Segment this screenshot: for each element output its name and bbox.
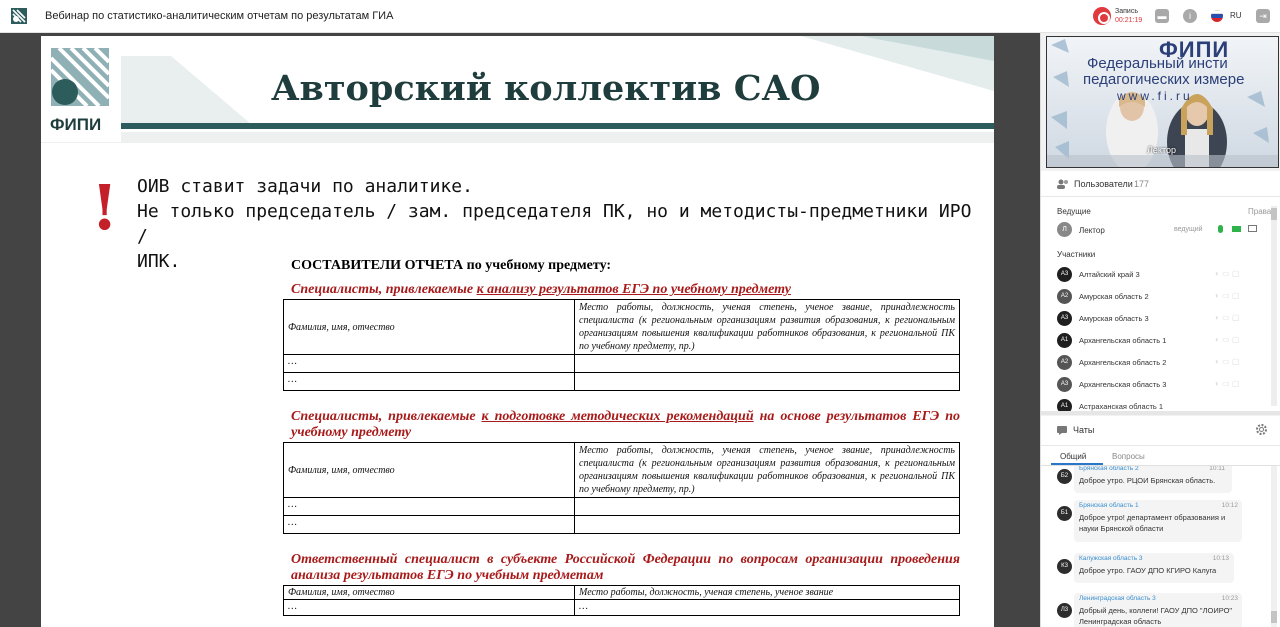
chat-title: Чаты <box>1073 425 1095 435</box>
table-cell: … <box>284 373 575 391</box>
avatar: К3 <box>1057 559 1072 574</box>
section1-heading <box>291 282 960 298</box>
participant-name: Амурская область 3 <box>1079 314 1149 323</box>
video-banner-url: www.fi.ru <box>1117 89 1193 103</box>
camera-icon[interactable] <box>1232 226 1241 232</box>
col-work-header: Место работы, должность, ученая степень, ученое звание, принадлежность специалиста (к региональным организациям развития образования, к региональным организациям повышения квалификации работников образования, к региональной ПК по учебному предмету, пр.) <box>575 443 960 498</box>
message-time: 10:11 <box>1209 466 1225 472</box>
avatar: А2 <box>1057 355 1072 370</box>
table-cell: … <box>575 600 960 616</box>
participant-name: Архангельская область 1 <box>1079 336 1167 345</box>
app-logo-icon <box>11 8 27 24</box>
users-scrollbar[interactable] <box>1271 206 1277 406</box>
moderator-role: ведущий <box>1174 226 1203 233</box>
participant-controls-icon: ◐ ▭ ▢ <box>1215 291 1240 300</box>
chat-messages <box>1041 466 1271 627</box>
message-time: 10:23 <box>1221 595 1238 602</box>
table-cell: … <box>284 516 575 534</box>
settings-gear-icon[interactable] <box>1255 423 1268 436</box>
chat-panel <box>1041 416 1280 627</box>
document-excerpt <box>283 258 960 616</box>
top-bar <box>0 0 1280 33</box>
presentation-area <box>0 33 1040 627</box>
participant-row[interactable] <box>1057 333 1272 355</box>
table-header-row <box>284 443 960 498</box>
users-title: Пользователи <box>1074 179 1133 189</box>
chat-scrollbar[interactable] <box>1271 466 1277 627</box>
exclamation-mark: ! <box>91 171 119 244</box>
body-line: Не только председатель / зам. председателя ПК, но и методисты-предметники ИРО / <box>137 201 972 247</box>
table-cell <box>575 355 960 373</box>
participant-controls-icon: ◐ ▭ ▢ <box>1215 269 1240 278</box>
tab-questions[interactable]: Вопросы <box>1112 452 1145 461</box>
table-row <box>284 355 960 373</box>
section2-underlined: к подготовке методических рекомендаций <box>481 409 754 424</box>
screen-share-icon[interactable] <box>1248 225 1257 232</box>
body-line: ОИВ ставит задачи по аналитике. <box>137 176 473 197</box>
right-panel <box>1040 33 1280 627</box>
section3-table <box>283 585 960 616</box>
table-row <box>284 498 960 516</box>
col-work-header: Место работы, должность, ученая степень, ученое звание <box>575 586 960 600</box>
message-author: Брянская область 1 <box>1079 502 1139 509</box>
avatar: А1 <box>1057 399 1072 413</box>
participant-name: Астраханская область 1 <box>1079 402 1164 411</box>
section1-underlined: к анализу результатов ЕГЭ по учебному предмету <box>476 282 791 297</box>
participant-controls-icon: ◐ ▭ ▢ <box>1215 335 1240 344</box>
table-cell <box>575 516 960 534</box>
record-time: 00:21:19 <box>1115 17 1143 24</box>
participant-name: Архангельская область 2 <box>1079 358 1167 367</box>
participant-row[interactable] <box>1057 355 1272 377</box>
section3-heading: Ответственный специалист в субъекте Российской Федерации по вопросам организации проведения анализа результатов ЕГЭ по учебным предметам <box>291 552 960 583</box>
section1-prefix: Специалисты, привлекаемые <box>291 282 477 297</box>
section2-heading <box>291 409 960 441</box>
section2-prefix: Специалисты, привлекаемые <box>291 409 482 424</box>
message-time: 10:13 <box>1212 555 1229 562</box>
table-cell: … <box>284 355 575 373</box>
section1-table <box>283 299 960 391</box>
chat-message <box>1074 500 1242 542</box>
message-time: 10:12 <box>1221 502 1238 509</box>
participant-name: Амурская область 2 <box>1079 292 1149 301</box>
participants-label: Участники <box>1057 250 1096 259</box>
folder-icon[interactable]: ▬ <box>1155 9 1169 23</box>
exit-icon[interactable]: ⇥ <box>1256 9 1270 23</box>
participant-row[interactable] <box>1057 267 1272 289</box>
microphone-icon[interactable] <box>1218 225 1223 233</box>
moderators-label: Ведущие <box>1057 207 1091 216</box>
avatar: А1 <box>1057 333 1072 348</box>
avatar: А3 <box>1057 377 1072 392</box>
table-cell: … <box>284 600 575 616</box>
table-row <box>284 600 960 616</box>
table-row <box>284 516 960 534</box>
moderator-name[interactable]: Лектор <box>1079 226 1105 235</box>
avatar: А2 <box>1057 289 1072 304</box>
section2-suffix: на основе результатов ЕГЭ по учебному предмету <box>291 409 960 440</box>
message-text: Добрый день, коллеги! ГАОУ ДПО "ЛОИРО" Ленинградская область <box>1079 606 1233 626</box>
webinar-title: Вебинар по статистико-аналитическим отчетам по результатам ГИА <box>45 10 394 22</box>
slide-header-band <box>41 123 994 129</box>
participant-name: Алтайский край 3 <box>1079 270 1140 279</box>
participants-list <box>1057 267 1272 413</box>
chat-message <box>1074 466 1232 493</box>
slide-title: Авторский коллектив САО <box>271 68 821 109</box>
col-work-header: Место работы, должность, ученая степень, ученое звание, принадлежность специалиста (к региональным организациям развития образования, к региональным организациям повышения квалификации работников образования, к региональной ПК по учебному предмету, пр.) <box>575 300 960 355</box>
avatar: Б1 <box>1057 506 1072 521</box>
slide-header-stripe <box>41 132 994 143</box>
table-row <box>284 373 960 391</box>
doc-heading: СОСТАВИТЕЛИ ОТЧЕТА по учебному предмету: <box>291 258 612 273</box>
message-author: Ленинградская область 3 <box>1079 595 1156 602</box>
video-feed[interactable] <box>1046 36 1279 168</box>
users-panel <box>1041 171 1280 411</box>
message-author: Брянская область 2 <box>1079 466 1139 472</box>
record-label: Запись <box>1115 8 1138 15</box>
participant-controls-icon: ◐ ▭ ▢ <box>1215 357 1240 366</box>
participant-name: Архангельская область 3 <box>1079 380 1167 389</box>
users-icon <box>1057 179 1069 189</box>
chat-message <box>1074 593 1242 627</box>
col-name-header: Фамилия, имя, отчество <box>284 586 575 600</box>
participant-row[interactable] <box>1057 377 1272 399</box>
body-line: ИПК. <box>137 251 181 272</box>
language-flag-icon[interactable] <box>1211 10 1223 22</box>
avatar: А3 <box>1057 267 1072 282</box>
participant-row[interactable] <box>1057 289 1272 311</box>
fipi-logo-icon <box>51 48 109 106</box>
message-text: Доброе утро! департамент образования и науки Брянской области <box>1079 513 1226 533</box>
table-header-row <box>284 300 960 355</box>
video-banner-line: Федеральный инсти <box>1087 55 1228 72</box>
section2-table <box>283 442 960 534</box>
chat-icon <box>1057 426 1067 435</box>
info-icon[interactable]: i <box>1183 9 1197 23</box>
record-icon[interactable] <box>1093 7 1111 25</box>
avatar: Л3 <box>1057 603 1072 618</box>
table-header-row <box>284 586 960 600</box>
participant-row[interactable] <box>1057 311 1272 333</box>
message-text: Доброе утро. РЦОИ Брянская область. <box>1079 476 1216 485</box>
avatar: Б2 <box>1057 469 1072 484</box>
table-cell <box>575 373 960 391</box>
participant-controls-icon: ◐ ▭ ▢ <box>1215 313 1240 322</box>
chat-message <box>1074 553 1234 583</box>
col-name-header: Фамилия, имя, отчество <box>284 443 575 498</box>
slide <box>41 36 994 627</box>
table-cell <box>575 498 960 516</box>
col-name-header: Фамилия, имя, отчество <box>284 300 575 355</box>
users-count: 177 <box>1134 179 1150 189</box>
video-banner-line: педагогических измере <box>1083 71 1245 88</box>
speaker-label: Лектор <box>1147 145 1176 155</box>
table-cell: … <box>284 498 575 516</box>
video-banner-title: ФИПИ <box>1159 37 1230 62</box>
message-author: Калужская область 3 <box>1079 555 1143 562</box>
participant-controls-icon: ◐ ▭ ▢ <box>1215 379 1240 388</box>
language-selector[interactable]: RU <box>1230 11 1242 20</box>
tab-general[interactable]: Общий <box>1060 452 1087 461</box>
fipi-logo-text: ФИПИ <box>50 115 102 134</box>
avatar: А3 <box>1057 311 1072 326</box>
message-text: Доброе утро. ГАОУ ДПО КГИРО Калуга <box>1079 566 1217 575</box>
avatar: Л <box>1057 222 1072 237</box>
rights-label: Права <box>1248 207 1272 216</box>
fipi-logo <box>41 38 121 142</box>
